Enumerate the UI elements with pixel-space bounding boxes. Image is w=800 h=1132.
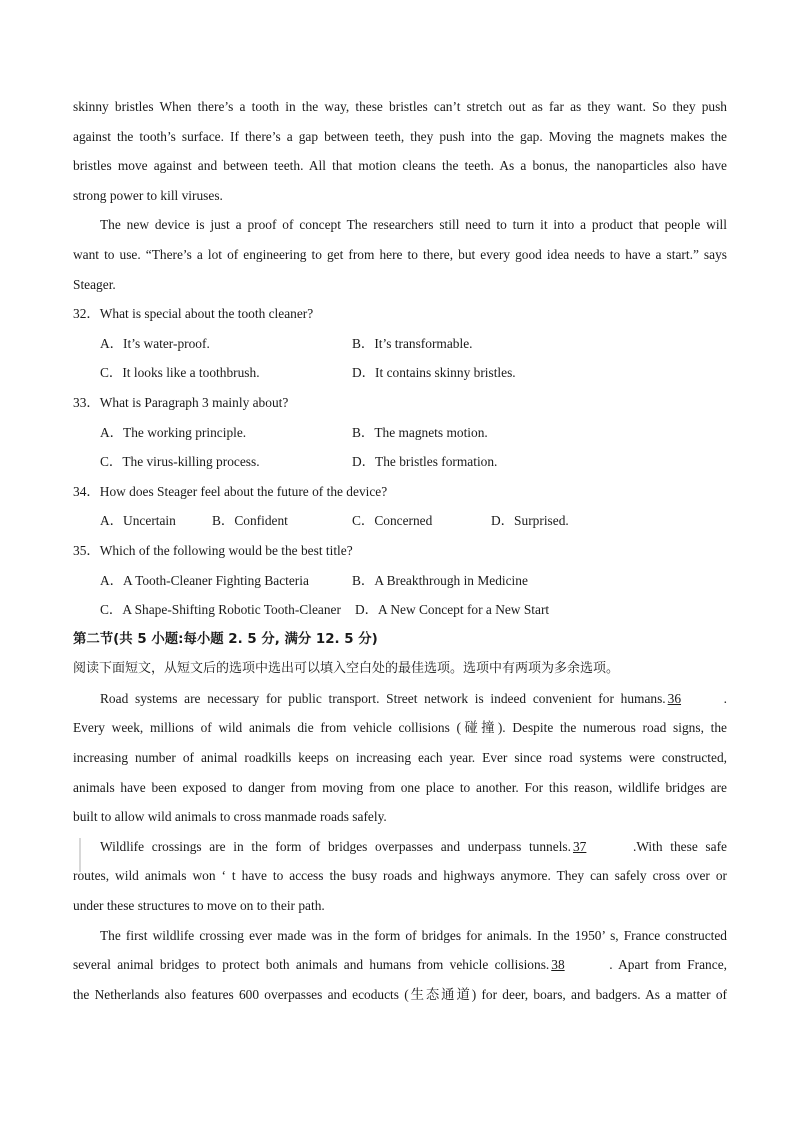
option-b[interactable]: B．A Breakthrough in Medicine (352, 572, 528, 588)
text-segment: . Apart from France, (609, 957, 727, 973)
text-line: The new device is just a proof of concept The researchers still need to turn it into a product that people will (100, 217, 727, 233)
text-line: built to allow wild animals to cross manmade roads safely. (73, 809, 387, 825)
question-stem: 34．How does Steager feel about the future of the device? (73, 483, 388, 499)
passage-paragraph-2 (73, 832, 727, 921)
text-line: against the tooth’s surface. If there’s a gap between teeth, they push into the gap. Moving the magnets makes the (73, 128, 727, 144)
option-a[interactable]: A．A Tooth-Cleaner Fighting Bacteria (100, 572, 309, 588)
section-instruction: 阅读下面短文，从短文后的选项中选出可以填入空白处的最佳选项。选项中有两项为多余选项。 (73, 661, 620, 677)
option-row (73, 418, 727, 448)
document-page (73, 92, 727, 1009)
option-row (73, 358, 727, 388)
question-35 (73, 536, 727, 625)
text-segment: Road systems are necessary for public transport. Street network is indeed convenient for humans. (100, 690, 666, 706)
option-b[interactable]: B．The magnets motion. (352, 424, 488, 440)
passage-paragraph-3 (73, 921, 727, 1010)
option-row (73, 329, 727, 359)
text-segment: . (723, 690, 727, 706)
text-line: increasing number of animal roadkills keeps on increasing each year. Ever since road systems were constructed, (73, 750, 727, 766)
question-32 (73, 299, 727, 388)
option-row (73, 506, 727, 536)
paragraph-1 (73, 92, 727, 210)
text-line (73, 684, 727, 714)
text-line: want to use. “There’s a lot of engineering to get from here to there, but every good idea needs to have a start.” says (73, 246, 727, 262)
option-c[interactable]: C．Concerned (352, 513, 433, 529)
question-stem: 35．Which of the following would be the best title? (73, 542, 353, 558)
option-d[interactable]: D．A New Concept for a New Start (355, 602, 550, 618)
question-stem: 33．What is Paragraph 3 mainly about? (73, 394, 289, 410)
text-segment: Wildlife crossings are in the form of bridges overpasses and underpass tunnels. (100, 838, 571, 854)
option-c[interactable]: C．The virus-killing process. (100, 454, 260, 470)
paragraph-2 (73, 210, 727, 299)
option-row (73, 566, 727, 596)
text-segment: .With these safe (632, 838, 727, 854)
section-heading: 第二节(共 5 小题:每小题 2. 5 分, 满分 12. 5 分) (73, 631, 378, 647)
text-segment: several animal bridges to protect both animals and humans from vehicle collisions. (73, 957, 550, 973)
text-line (73, 950, 727, 980)
option-d[interactable]: D．The bristles formation. (352, 454, 498, 470)
text-line: strong power to kill viruses. (73, 187, 223, 203)
question-stem: 32．What is special about the tooth cleaner? (73, 306, 314, 322)
text-line: The first wildlife crossing ever made was in the form of bridges for animals. In the 1950’ s, France constructed (100, 927, 727, 943)
question-33 (73, 388, 727, 477)
text-line: Steager. (73, 276, 116, 292)
option-row (73, 447, 727, 477)
text-line: skinny bristles When there’s a tooth in the way, these bristles can’t stretch out as far as they want. So they push (73, 99, 727, 114)
option-row (73, 595, 727, 625)
blank-36[interactable]: 36 (667, 690, 682, 706)
option-b[interactable]: B．It’s transformable. (352, 335, 473, 351)
blank-38[interactable]: 38 (551, 957, 565, 973)
option-c[interactable]: C．A Shape-Shifting Robotic Tooth-Cleaner (100, 602, 341, 618)
text-line: under these structures to move on to their path. (73, 898, 325, 914)
text-line: the Netherlands also features 600 overpasses and ecoducts (生态通道) for deer, boars, and badgers. As a matter of (73, 986, 727, 1002)
option-d[interactable]: D．Surprised. (491, 513, 569, 529)
text-line: animals have been exposed to danger from moving from one place to another. For this reason, wildlife bridges are (73, 779, 727, 795)
option-b[interactable]: B．Confident (212, 513, 288, 529)
option-d[interactable]: D．It contains skinny bristles. (352, 365, 516, 381)
text-line: Every week, millions of wild animals die from vehicle collisions (碰撞). Despite the numerous road signs, the (73, 720, 727, 736)
passage-paragraph-1 (73, 684, 727, 832)
option-a[interactable]: A．The working principle. (100, 424, 247, 440)
question-34 (73, 477, 727, 536)
blank-37[interactable]: 37 (572, 838, 587, 854)
text-line: routes, wild animals won ‘ t have to access the busy roads and highways anymore. They can safely cross over or (73, 868, 727, 884)
option-a[interactable]: A．It’s water-proof. (100, 335, 210, 351)
option-a[interactable]: A．Uncertain (100, 513, 176, 529)
option-c[interactable]: C．It looks like a toothbrush. (100, 365, 260, 381)
text-line: bristles move against and between teeth. All that motion cleans the teeth. As a bonus, the nanoparticles also have (73, 158, 727, 174)
text-line (73, 832, 727, 862)
